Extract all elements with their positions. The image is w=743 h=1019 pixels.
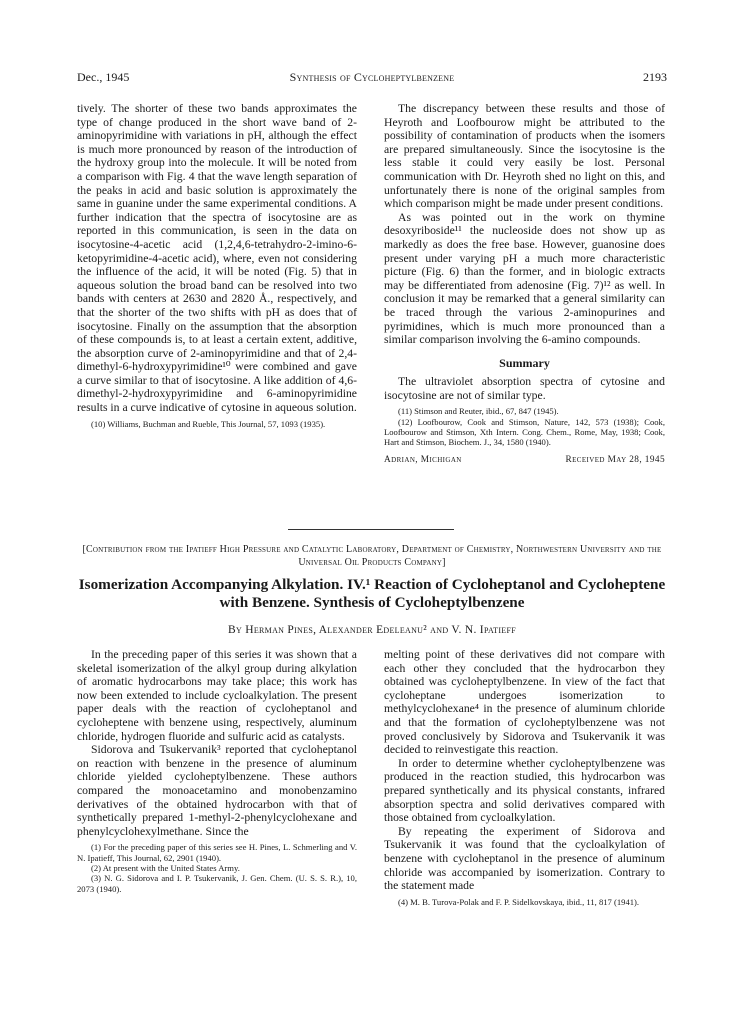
article-title: Isomerization Accompanying Alkylation. IV.¹ Reaction of Cycloheptanol and Cycloheptene with Benzene. Synthesis of Cycloheptylbenzene	[78, 576, 666, 611]
right-column-bottom	[384, 648, 665, 907]
footnote-4: (4) M. B. Turova-Polak and F. P. Sidelkovskaya, ibid., 11, 817 (1941).	[398, 896, 640, 907]
summary-text: The ultraviolet absorption spectra of cytosine and isocytosine are not of similar type.	[384, 375, 665, 402]
body-paragraph: As was pointed out in the work on thymine desoxyriboside¹¹ the nucleoside does not show up as markedly as does the free base. However, guanosine does present under varying pH a much more characteristic picture (Fig. 6) than the former, and in biologic extracts may be differentiated from adenosine (Fig. 7)¹² as well. In conclusion it may be remarked that a general similarity can be traced through the various 2-aminopurines and pyrimidines, which is much more pronounced than a similar comparison involving the 6-amino compounds.	[384, 210, 665, 347]
running-header	[77, 70, 667, 86]
section-divider	[288, 529, 454, 530]
signature-line	[384, 454, 665, 468]
footnote-3: (3) N. G. Sidorova and I. P. Tsukervanik, J. Gen. Chem. (U. S. S. R.), 10, 2073 (1940).	[77, 873, 357, 894]
left-column-bottom	[77, 648, 357, 894]
summary-heading: Summary	[499, 355, 550, 370]
header-running-title: Synthesis of Cycloheptylbenzene	[289, 70, 455, 84]
footnote-10: (10) Williams, Buchman and Rueble, This Journal, 57, 1093 (1935).	[91, 418, 326, 429]
contribution-line: [Contribution from the Ipatieff High Pressure and Catalytic Laboratory, Department of Chemistry, Northwestern University and the Universal Oil Products Company]	[82, 544, 662, 568]
body-paragraph: In order to determine whether cycloheptylbenzene was produced in the reaction studied, this hydrocarbon was prepared synthetically and its physical constants, infrared absorption spectra and solid derivatives compared with those obtained from cycloalkylation.	[384, 756, 665, 825]
header-date: Dec., 1945	[77, 70, 130, 84]
body-paragraph: melting point of these derivatives did not compare with each other they concluded that the hydrocarbon they obtained was cycloheptylbenzene. In view of the fact that cycloheptane undergoes isomerization to methylcyclohexane⁴ in the presence of aluminum chloride and that the formation of cycloheptylbenzene was not proved conclusively by Sidorova and Tsukervanik it was decided to reinvestigate this reaction.	[384, 648, 665, 757]
location: Adrian, Michigan	[384, 454, 462, 465]
footnote-11: (11) Stimson and Reuter, ibid., 67, 847 (1945).	[398, 406, 559, 417]
received-date: Received May 28, 1945	[565, 454, 665, 465]
footnote-2: (2) At present with the United States Army.	[91, 862, 240, 873]
right-column-top	[384, 102, 665, 467]
body-paragraph: By repeating the experiment of Sidorova and Tsukervanik it was found that the cycloalkylation of benzene with cycloheptanol in the presence of aluminum chloride was accompanied by isomerization. Contrary to the statement made	[384, 824, 665, 893]
body-paragraph: The discrepancy between these results and those of Heyroth and Loofbourow might be attributed to the possibility of contamination of products when the isomers are prepared simultaneously. Since the isocytosine is the less stable it could very easily be lost. Personal communication with Dr. Heyroth shed no light on this, and unfortunately there is none of the original samples from which comparison might be made under present conditions.	[384, 102, 665, 211]
body-paragraph: In the preceding paper of this series it was shown that a skeletal isomerization of the alkyl group during alkylation of aromatic hydrocarbons may take place; this work has now been extended to include cycloalkylation. The present paper deals with the reaction of cycloheptanol and cycloheptene with benzene using, respectively, aluminum chloride, hydrogen fluoride and sulfuric acid as catalysts.	[77, 648, 357, 743]
body-paragraph: Sidorova and Tsukervanik³ reported that cycloheptanol on reaction with benzene in the presence of aluminum chloride yielded cycloheptylbenzene. These authors compared the monoacetamino and monobenzamino derivatives of the obtained hydrocarbon with that of synthetically prepared 1-methyl-2-phenylcyclohexane and phenylcyclohexylmethane. Since the	[77, 743, 357, 838]
footnote-12: (12) Loofbourow, Cook and Stimson, Nature, 142, 573 (1938); Cook, Loofbourow and Stimson, Xth Intern. Cong. Chem., Rome, May, 1938; Cook, Hart and Stimson, Biochem. J., 34, 1580 (1940).	[384, 416, 665, 448]
body-paragraph: tively. The shorter of these two bands approximates the type of change produced in the short wave band of 2-aminopyrimidine with variations in pH, although the effect is much more pronounced by reason of the introduction of the hydroxy group into the molecule. It will be noted from a comparison with Fig. 4 that the wave length separation of the peaks in acid and basic solution is approximately the same in guanine under the same experimental conditions. A further indication that the spectra of isocytosine are as reported in this communication, is seen in the data on isocytosine-4-acetic acid (1,2,4,6-tetrahydro-2-imino-6-ketopyrimidine-4-acetic acid), where, even not considering the influence of the acid, it will be noted (Fig. 5) that in aqueous solution the broad band can be resolved into two bands with centers at 2630 and 2820 Å., respectively, and that the shorter of the two shifts with pH as does that of isocytosine. Finally on the assumption that the absorption of these compounds is, to at least a certain extent, additive, the absorption curve of 2-aminopyrimidine and that of 2,4-dimethyl-6-hydroxypyrimidine¹⁰ were combined and gave a curve similar to that of isocytosine. A like addition of 4,6-dimethyl-2-hydroxypyrimidine and 6-aminopyrimidine results in a curve indicative of cytosine in aqueous solution.	[77, 102, 357, 415]
header-page-number: 2193	[643, 70, 667, 84]
left-column-top	[77, 102, 357, 429]
footnote-1: (1) For the preceding paper of this series see H. Pines, L. Schmerling and V. N. Ipatieff, This Journal, 62, 2901 (1940).	[77, 842, 357, 863]
article-authors: By Herman Pines, Alexander Edeleanu² and V. N. Ipatieff	[228, 624, 516, 636]
